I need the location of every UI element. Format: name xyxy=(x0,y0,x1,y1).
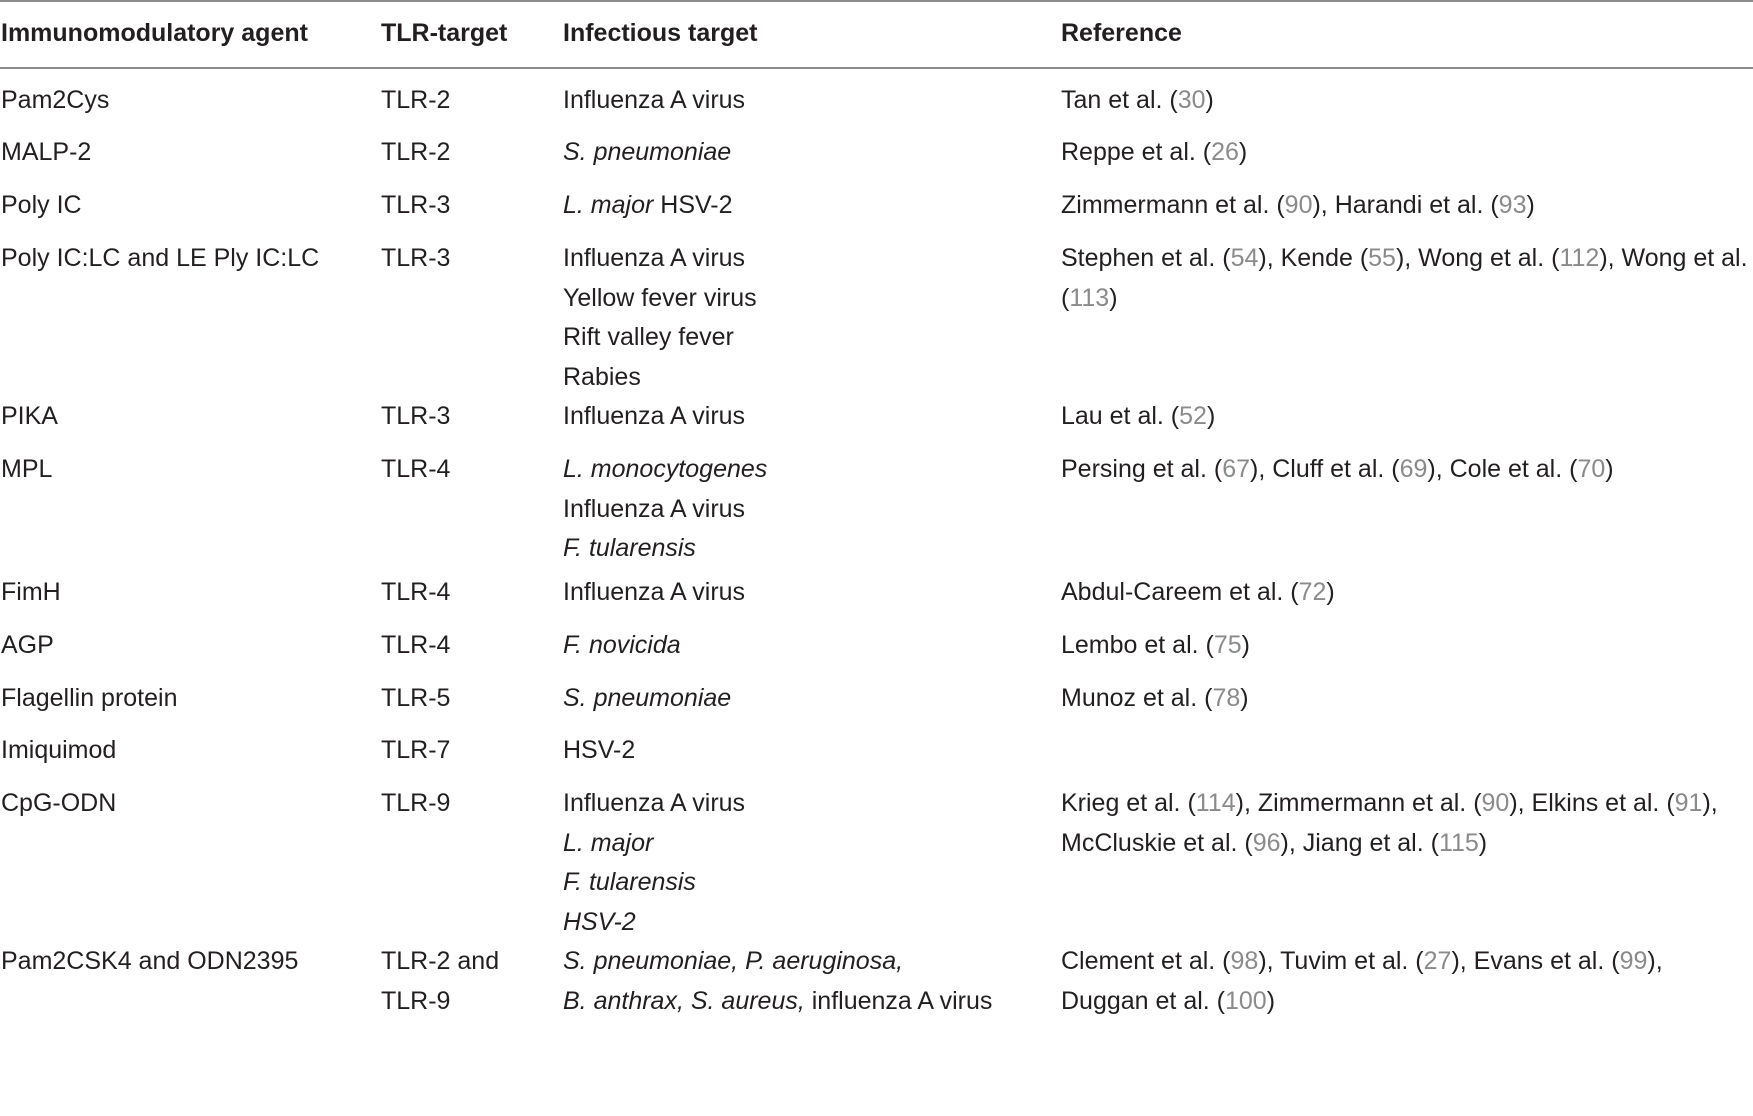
reference-cell-line xyxy=(1061,679,1249,719)
tlr-target-cell-line: TLR-2 xyxy=(381,86,451,114)
reference-text: Persing et al. ( xyxy=(1061,455,1223,483)
reference-cell xyxy=(1061,573,1335,613)
reference-cell xyxy=(1061,450,1614,490)
organism-name: S. pneumoniae xyxy=(563,138,732,166)
infectious-target-cell xyxy=(563,239,757,397)
reference-cell-line xyxy=(1061,397,1215,437)
agent-cell-line: PIKA xyxy=(1,402,58,430)
infectious-target-cell-line xyxy=(563,863,745,903)
citation-number: 112 xyxy=(1559,244,1600,272)
reference-cell-line xyxy=(1061,186,1535,226)
reference-cell xyxy=(1061,239,1748,318)
tlr-target-cell xyxy=(381,573,450,613)
infectious-target-cell-line xyxy=(563,626,681,666)
agent-cell xyxy=(1,731,116,771)
reference-text: ) xyxy=(1109,283,1118,312)
reference-text: Abdul-Careem et al. ( xyxy=(1061,578,1299,606)
infectious-target-cell-line xyxy=(563,318,757,358)
target-text: Influenza A virus xyxy=(563,244,746,272)
organism-name: B. anthrax, S. aureus, xyxy=(563,986,805,1015)
infectious-target-cell-line xyxy=(563,133,731,173)
infectious-target-cell-line xyxy=(563,239,757,279)
reference-text: ), Zimmermann et al. ( xyxy=(1235,789,1482,817)
citation-number: 52 xyxy=(1179,402,1207,430)
reference-text: Duggan et al. ( xyxy=(1061,986,1225,1015)
reference-cell xyxy=(1061,679,1249,719)
organism-name: L. major xyxy=(563,828,654,857)
agent-cell xyxy=(1,626,54,666)
agent-cell xyxy=(1,133,91,173)
reference-text: Tan et al. ( xyxy=(1061,86,1178,114)
reference-cell-line xyxy=(1061,133,1247,173)
reference-text: Munoz et al. ( xyxy=(1061,684,1213,712)
reference-text: ) xyxy=(1526,191,1535,219)
citation-number: 27 xyxy=(1423,947,1452,975)
organism-name: F. tularensis xyxy=(563,868,696,896)
citation-number: 69 xyxy=(1399,455,1428,483)
reference-text: ) xyxy=(1241,631,1250,659)
infectious-target-cell xyxy=(563,186,733,226)
citation-number: 90 xyxy=(1481,789,1510,817)
target-text: Influenza A virus xyxy=(563,402,746,430)
citation-number: 26 xyxy=(1211,138,1239,166)
organism-name: HSV-2 xyxy=(563,907,636,936)
citation-number: 91 xyxy=(1674,789,1703,817)
agent-cell-line: Imiquimod xyxy=(1,736,117,764)
citation-number: 96 xyxy=(1252,828,1281,857)
infectious-target-cell xyxy=(563,679,731,719)
citation-number: 115 xyxy=(1438,828,1479,857)
citation-number: 75 xyxy=(1213,631,1242,659)
agent-cell-line: CpG-ODN xyxy=(1,789,117,817)
tlr-target-cell-line: TLR-2 xyxy=(381,138,451,166)
tlr-target-cell xyxy=(381,450,450,490)
organism-name: S. pneumoniae xyxy=(563,684,732,712)
tlr-target-cell-line: TLR-7 xyxy=(381,736,451,764)
tlr-target-cell-line: TLR-3 xyxy=(381,402,451,430)
agent-cell xyxy=(1,942,298,982)
agent-cell xyxy=(1,679,178,719)
infectious-target-cell-line xyxy=(563,450,767,490)
tlr-target-cell xyxy=(381,784,450,824)
reference-text: ), xyxy=(1647,947,1663,975)
target-text: influenza A virus xyxy=(804,986,993,1015)
infectious-target-cell-line xyxy=(563,942,992,982)
infectious-target-cell-line xyxy=(563,679,731,719)
target-text: Influenza A virus xyxy=(563,578,746,606)
agent-cell xyxy=(1,239,319,279)
target-text: HSV-2 xyxy=(563,736,636,764)
tlr-target-cell-line: TLR-4 xyxy=(381,578,451,606)
reference-cell xyxy=(1061,626,1250,666)
reference-text: ), Harandi et al. ( xyxy=(1312,191,1499,219)
agent-cell-line: AGP xyxy=(1,631,54,659)
agent-cell xyxy=(1,81,109,121)
infectious-target-cell-line xyxy=(563,81,745,121)
agent-cell-line: Pam2CSK4 and ODN2395 xyxy=(1,947,299,975)
reference-text: ), Tuvim et al. ( xyxy=(1258,947,1424,975)
reference-text: ) xyxy=(1206,402,1216,430)
reference-cell-line xyxy=(1061,982,1663,1022)
tlr-target-cell-line: TLR-9 xyxy=(381,986,451,1015)
reference-text: Stephen et al. ( xyxy=(1061,244,1231,272)
reference-text: Lau et al. ( xyxy=(1061,402,1180,430)
citation-number: 114 xyxy=(1195,789,1236,817)
reference-text: Krieg et al. ( xyxy=(1061,789,1196,817)
reference-text: ), Cluff et al. ( xyxy=(1250,455,1400,483)
agent-cell xyxy=(1,186,82,226)
tlr-target-cell xyxy=(381,679,450,719)
tlr-target-cell-line: TLR-5 xyxy=(381,684,451,712)
infectious-target-cell-line xyxy=(563,982,992,1022)
tlr-target-cell xyxy=(381,397,450,437)
table-header-rule xyxy=(0,67,1753,69)
agent-cell xyxy=(1,784,116,824)
infectious-target-cell xyxy=(563,784,745,942)
tlr-target-cell-line: TLR-3 xyxy=(381,191,451,219)
reference-text: ) xyxy=(1478,828,1488,857)
infectious-target-cell xyxy=(563,942,992,1021)
infectious-target-cell-line xyxy=(563,784,745,824)
citation-number: 98 xyxy=(1230,947,1259,975)
infectious-target-cell xyxy=(563,626,681,666)
reference-text: ) xyxy=(1326,578,1335,606)
infectious-target-cell-line xyxy=(563,279,757,319)
reference-cell xyxy=(1061,784,1718,863)
reference-text: ), Cole et al. ( xyxy=(1427,455,1578,483)
reference-cell xyxy=(1061,397,1215,437)
reference-cell-line xyxy=(1061,626,1250,666)
reference-text: ), xyxy=(1702,789,1718,817)
infectious-target-cell xyxy=(563,81,745,121)
reference-text: Lembo et al. ( xyxy=(1061,631,1214,659)
infectious-target-cell-line xyxy=(563,731,635,771)
infectious-target-cell-line xyxy=(563,490,767,530)
reference-text: ) xyxy=(1266,986,1276,1015)
citation-number: 100 xyxy=(1225,986,1267,1015)
header-tlr-target: TLR-target xyxy=(381,19,508,47)
citation-number: 72 xyxy=(1298,578,1327,606)
target-text: Influenza A virus xyxy=(563,494,746,523)
reference-text: ), Wong et al. ( xyxy=(1395,244,1560,272)
organism-name: L. monocytogenes xyxy=(563,455,768,483)
infectious-target-cell xyxy=(563,731,635,771)
agent-cell-line: Poly IC xyxy=(1,191,82,219)
agent-cell xyxy=(1,573,61,613)
citation-number: 67 xyxy=(1222,455,1250,483)
citation-number: 78 xyxy=(1212,684,1241,712)
target-text: HSV-2 xyxy=(653,191,733,219)
target-text: Influenza A virus xyxy=(563,789,746,817)
infectious-target-cell-line xyxy=(563,824,745,864)
agent-cell-line: Flagellin protein xyxy=(1,684,178,712)
tlr-target-cell-line: TLR-3 xyxy=(381,244,451,272)
reference-cell-line xyxy=(1061,239,1748,279)
tlr-target-cell xyxy=(381,239,450,279)
agent-cell-line: Poly IC:LC and LE Ply IC:LC xyxy=(1,244,320,272)
infectious-target-cell-line xyxy=(563,573,745,613)
agent-cell-line: Pam2Cys xyxy=(1,86,110,114)
target-text: Rabies xyxy=(563,362,641,391)
infectious-target-cell xyxy=(563,133,731,173)
reference-text: McCluskie et al. ( xyxy=(1061,828,1253,857)
header-reference: Reference xyxy=(1061,19,1182,47)
target-text: Yellow fever virus xyxy=(563,283,757,312)
reference-text: ( xyxy=(1061,283,1070,312)
reference-cell-line xyxy=(1061,81,1214,121)
reference-cell xyxy=(1061,81,1214,121)
reference-cell-line xyxy=(1061,942,1663,982)
agent-cell-line: FimH xyxy=(1,578,61,606)
tlr-target-cell xyxy=(381,133,450,173)
reference-cell-line xyxy=(1061,573,1335,613)
tlr-target-cell xyxy=(381,942,499,1021)
reference-text: ), Wong et al. xyxy=(1599,244,1748,272)
citation-number: 70 xyxy=(1577,455,1606,483)
tlr-target-cell-line: TLR-4 xyxy=(381,631,451,659)
organism-name: F. tularensis xyxy=(563,534,696,562)
agent-cell-line: MALP-2 xyxy=(1,138,92,166)
reference-text: ), Jiang et al. ( xyxy=(1280,828,1439,857)
reference-text: ) xyxy=(1238,138,1248,166)
infectious-target-cell-line xyxy=(563,358,757,398)
citation-number: 30 xyxy=(1177,86,1206,114)
tlr-target-cell-line: TLR-4 xyxy=(381,455,451,483)
reference-text: Reppe et al. ( xyxy=(1061,138,1212,166)
reference-cell xyxy=(1061,133,1247,173)
reference-cell-line xyxy=(1061,824,1718,864)
infectious-target-cell-line xyxy=(563,186,733,226)
citation-number: 54 xyxy=(1230,244,1259,272)
reference-cell-line xyxy=(1061,279,1748,319)
reference-text: Clement et al. ( xyxy=(1061,947,1231,975)
tlr-target-cell xyxy=(381,626,450,666)
agent-cell xyxy=(1,450,52,490)
infectious-target-cell-line xyxy=(563,397,745,437)
tlr-target-cell xyxy=(381,731,450,771)
citation-number: 90 xyxy=(1284,191,1313,219)
reference-text: ) xyxy=(1205,86,1214,114)
agent-cell-line: MPL xyxy=(1,455,53,483)
tlr-target-cell xyxy=(381,186,450,226)
tlr-target-cell-line: TLR-2 and xyxy=(381,947,500,975)
table-header-row xyxy=(0,12,1753,54)
reference-cell-line xyxy=(1061,784,1718,824)
header-agent: Immunomodulatory agent xyxy=(1,19,308,47)
reference-text: ) xyxy=(1605,455,1614,483)
organism-name: F. novicida xyxy=(563,631,681,659)
tlr-target-cell-line: TLR-9 xyxy=(381,789,451,817)
reference-cell-line xyxy=(1061,450,1614,490)
citation-number: 55 xyxy=(1368,244,1396,272)
target-text: Influenza A virus xyxy=(563,86,746,114)
table-top-rule xyxy=(0,0,1753,2)
infectious-target-cell xyxy=(563,397,745,437)
header-infectious-target: Infectious target xyxy=(563,19,758,47)
reference-text: Zimmermann et al. ( xyxy=(1061,191,1285,219)
citation-number: 99 xyxy=(1619,947,1648,975)
reference-text: ), Elkins et al. ( xyxy=(1509,789,1675,817)
infectious-target-cell-line xyxy=(563,903,745,943)
tlr-target-cell xyxy=(381,81,450,121)
agent-cell xyxy=(1,397,58,437)
infectious-target-cell xyxy=(563,573,745,613)
organism-name: L. major xyxy=(563,191,654,219)
target-text: Rift valley fever xyxy=(563,323,734,351)
reference-text: ), Evans et al. ( xyxy=(1451,947,1620,975)
citation-number: 113 xyxy=(1069,283,1110,312)
citation-number: 93 xyxy=(1498,191,1527,219)
infectious-target-cell xyxy=(563,450,767,569)
infectious-target-cell-line xyxy=(563,529,767,569)
reference-text: ) xyxy=(1240,684,1249,712)
reference-cell xyxy=(1061,186,1535,226)
organism-name: S. pneumoniae, P. aeruginosa, xyxy=(563,947,904,975)
reference-text: ), Kende ( xyxy=(1258,244,1369,272)
reference-cell xyxy=(1061,942,1663,1021)
